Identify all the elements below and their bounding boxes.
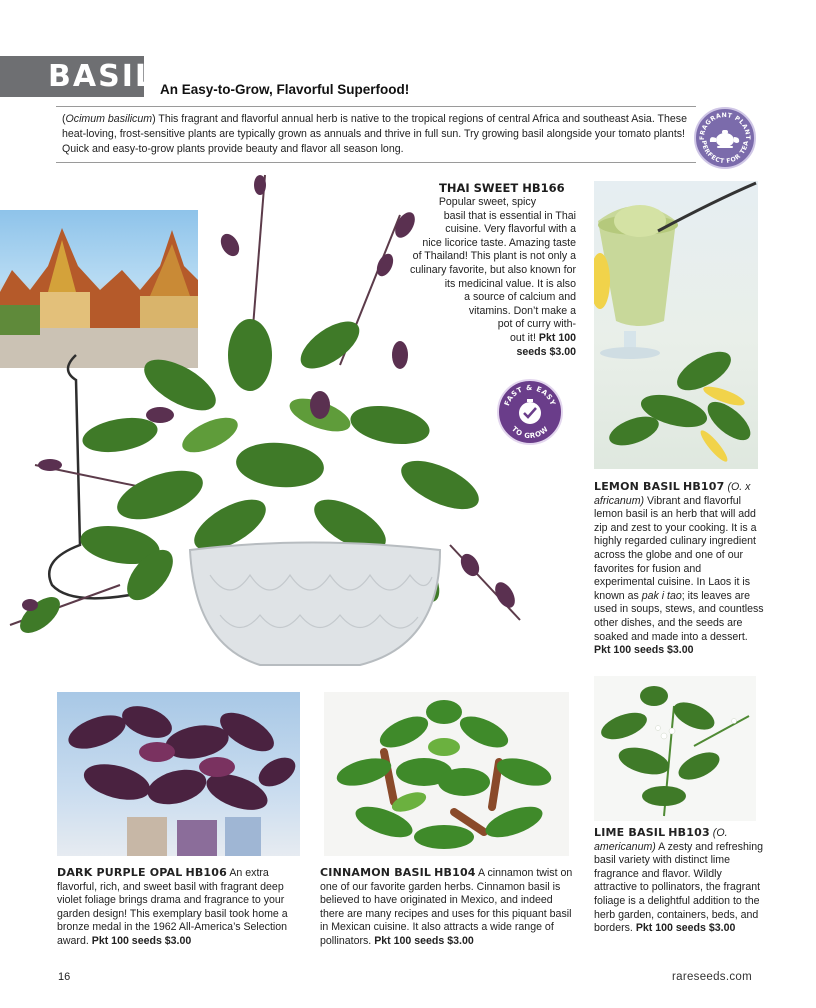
stopwatch-check-icon [519, 399, 541, 424]
cinnamon-basil-name: CINNAMON BASIL [320, 866, 432, 879]
lime-basil-price: Pkt 100 seeds $3.00 [635, 922, 736, 935]
lemon-basil-text-b: ; its leaves are used in soups, stews, and countless other dishes, and the seeds are soaked and made into a dessert. [594, 589, 764, 643]
lemon-basil-price: Pkt 100 seeds $3.00 [594, 644, 694, 657]
lime-basil-name: LIME BASIL [594, 826, 666, 839]
dark-purple-opal-photo [57, 692, 300, 856]
lemon-basil-text-a: Vibrant and flavorful lemon basil is an herb that will add zip and zest to your cooking. It is a highly regarded culinary ingredient across the globe and one of our favorites for fusion and experimental cuisine. In Laos it is known as [594, 494, 757, 602]
thai-line: Popular sweet, spicy [438, 196, 536, 208]
thai-sweet-name: THAI SWEET [439, 181, 519, 195]
intro-paragraph: (Ocimum basilicum) This fragrant and flavorful annual herb is native to the tropical regions of central Africa and southeast Asia. These heat-loving, frost-sensitive plants are typically grown as annuals and thrive in full sun. Try growing basil alongside your tomato plants! Quick and easy-to-grow plants provide beauty and flavor all season long. [62, 113, 687, 155]
fast-badge-top-text: FAST & EASY [503, 383, 557, 407]
lime-basil-photo [594, 676, 756, 821]
thai-line-end: out it! [510, 331, 536, 344]
thai-sweet-title [439, 181, 565, 195]
thai-line: cuisine. Very flavorful with a [445, 223, 576, 236]
lime-basil-illustration [594, 676, 756, 821]
section-title: BASIL [48, 59, 156, 94]
intro-botanical-name: Ocimum basilicum [65, 113, 153, 125]
tea-badge-top-text: FRAGRANT PLANT [698, 111, 752, 141]
tea-badge-bottom-text: PERFECT FOR TEA [699, 140, 751, 166]
thai-line: nice licorice taste. Amazing taste [422, 236, 576, 249]
lemon-basil-name: LEMON BASIL [594, 480, 680, 493]
dark-purple-opal-text: An extra flavorful, rich, and sweet basil with fragrant deep violet foliage brings drama and fragrance to your garden design! This exemplary basil took home a bronze medal in the 1962 All-America’s Selection award. [57, 867, 288, 947]
thai-line: culinary favorite, but also known for [409, 263, 576, 276]
cinnamon-basil-photo [324, 692, 569, 856]
fast-easy-badge [497, 379, 563, 445]
lemon-basil-latin: (O. x africanum) [594, 481, 751, 507]
lime-basil-description [594, 826, 764, 936]
header-subtitle: An Easy-to-Grow, Flavorful Superfood! [160, 82, 410, 97]
thai-line: a source of calcium and [464, 291, 576, 304]
dark-purple-opal-code: HB106 [185, 866, 227, 879]
lemon-dessert-illustration [594, 181, 758, 469]
teapot-badge-graphic [696, 109, 754, 167]
cinnamon-basil-code: HB104 [434, 866, 476, 879]
fast-easy-badge-graphic [499, 381, 561, 443]
lime-basil-text: A zesty and refreshing basil variety with distinct lime fragrance and flavor. Wildly attractive to pollinators, the fragrant foliage is a delightful addition to the herb garden, containers, beds, and borders. [594, 840, 764, 935]
lemon-basil-photo [594, 181, 758, 469]
dark-purple-opal-description [57, 866, 302, 949]
purple-basil-illustration [57, 692, 300, 856]
lime-basil-code: HB103 [668, 826, 710, 839]
cinnamon-basil-description [320, 866, 576, 949]
lemon-basil-code: HB107 [682, 480, 725, 493]
teapot-icon [710, 130, 739, 148]
thai-sweet-code: HB166 [522, 181, 565, 195]
thai-line: basil that is essential in Thai [443, 209, 576, 222]
page-number: 16 [58, 971, 71, 983]
fragrant-plant-badge [694, 107, 756, 169]
thai-line [390, 346, 576, 360]
thai-sweet-description [390, 196, 576, 359]
thai-sweet-price-a: Pkt 100 [538, 331, 576, 344]
header-rule-bottom [56, 162, 696, 163]
site-url[interactable]: rareseeds.com [672, 971, 752, 983]
lime-basil-latin: (O. americanum) [594, 827, 728, 853]
lemon-basil-local-name: pak i tao [641, 589, 682, 602]
cinnamon-basil-text: A cinnamon twist on one of our favorite garden herbs. Cinnamon basil is believed to have originated in Mexico, and indeed there are many recipes and uses for this piquant basil in Mexican cuisine. It also attracts a wide range of pollinators. [320, 867, 573, 947]
thai-line: pot of curry with- [497, 318, 576, 331]
thai-line: its medicinal value. It is also [444, 277, 576, 290]
thai-sweet-price-b: seeds $3.00 [516, 345, 576, 358]
thai-line [390, 332, 576, 346]
cinnamon-basil-price: Pkt 100 seeds $3.00 [374, 934, 474, 947]
lemon-basil-description [594, 480, 764, 658]
cinnamon-basil-illustration [324, 692, 569, 856]
fast-badge-bottom-text: TO GROW [509, 424, 551, 441]
header-rule-top [56, 106, 696, 107]
dark-purple-opal-price: Pkt 100 seeds $3.00 [91, 934, 192, 947]
svg-text:TO GROW [510, 425, 550, 440]
intro-text: ) This fragrant and flavorful annual herb is native to the tropical regions of central Africa and southeast Asia. These heat-loving, frost-sensitive plants are typically grown as annuals and thrive in full sun. Try growing basil alongside your tomato plants! Quick and easy-to-grow plants provide beauty and flavor all season long. [62, 113, 687, 155]
thai-line: of Thailand! This plant is not only a [412, 250, 576, 263]
thai-line: vitamins. Don’t make a [468, 304, 576, 317]
dark-purple-opal-name: DARK PURPLE OPAL [57, 866, 183, 879]
